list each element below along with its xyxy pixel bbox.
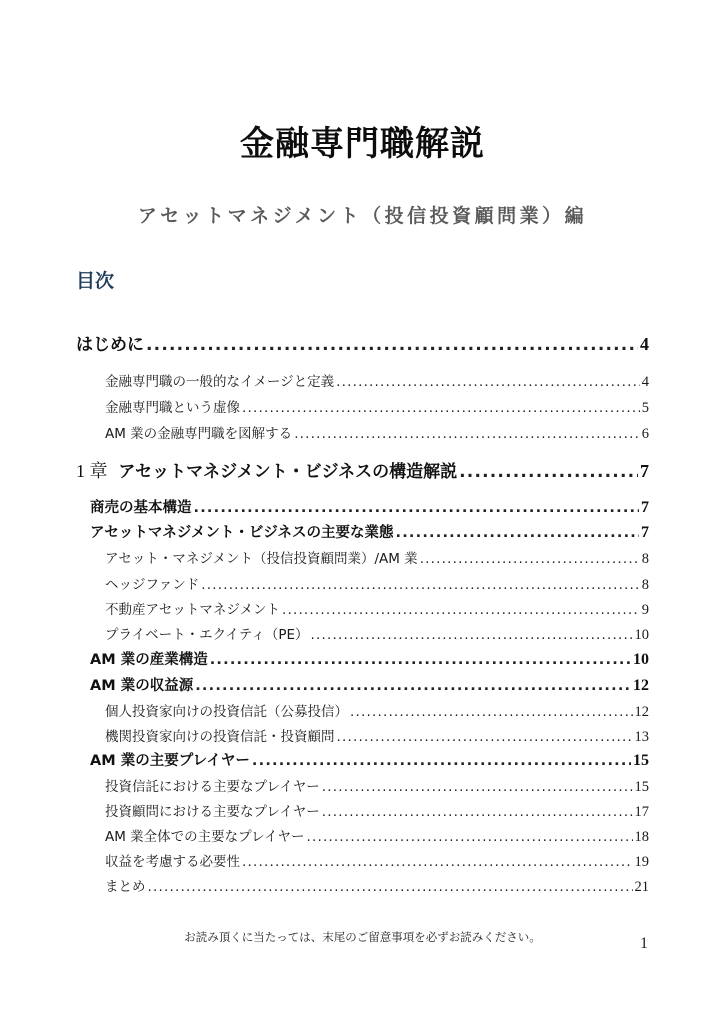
toc-entry[interactable] — [90, 674, 649, 695]
dot-leader — [252, 753, 631, 769]
toc-entry-label: 金融専門職の一般的なイメージと定義 — [105, 374, 335, 390]
toc-page-number: 7 — [641, 499, 649, 516]
dot-leader — [395, 525, 639, 541]
dot-leader — [201, 577, 640, 593]
dot-leader — [210, 652, 631, 668]
dot-leader — [420, 551, 640, 567]
toc-entry[interactable] — [105, 623, 649, 644]
toc-page-number: 7 — [641, 524, 649, 541]
dot-leader — [322, 804, 633, 820]
page-number: 1 — [640, 935, 648, 952]
toc-entry[interactable] — [105, 800, 649, 821]
toc-entry[interactable] — [105, 396, 649, 417]
toc-entry[interactable] — [105, 775, 649, 796]
dot-leader — [148, 879, 633, 895]
toc-page-number: 19 — [634, 854, 649, 870]
toc-page-number: 9 — [641, 602, 649, 618]
dot-leader — [282, 602, 640, 618]
toc-entry-label — [76, 457, 457, 483]
toc-entry-label: 金融専門職という虚像 — [105, 400, 240, 416]
chapter-title: アセットマネジメント・ビジネスの構造解説 — [118, 462, 458, 482]
toc-entry-label: AM 業の金融専門職を図解する — [105, 426, 293, 442]
toc-entry-label: AM 業の収益源 — [90, 678, 194, 694]
toc-page-number: 7 — [640, 461, 649, 481]
toc-entry[interactable] — [105, 825, 649, 846]
dot-leader — [294, 426, 640, 442]
toc-entry[interactable] — [105, 850, 649, 871]
dot-leader — [322, 779, 633, 795]
toc-page-number: 17 — [634, 804, 649, 820]
dot-leader — [242, 400, 640, 416]
toc-entry-label: 収益を考慮する必要性 — [105, 854, 240, 870]
toc-entry-label: 投資顧問における主要なプレイヤー — [105, 804, 320, 820]
toc-entry-label: 不動産アセットマネジメント — [105, 602, 280, 618]
toc-entry-chapter-1[interactable] — [76, 457, 649, 483]
dot-leader — [459, 462, 638, 482]
document-subtitle: アセットマネジメント（投信投資顧問業）編 — [137, 205, 588, 227]
dot-leader — [337, 729, 633, 745]
dot-leader — [311, 627, 633, 643]
toc-entry[interactable] — [90, 521, 649, 542]
toc-entry[interactable] — [105, 725, 649, 746]
toc-entry-label: はじめに — [76, 335, 144, 355]
toc-entry-label: 機関投資家向けの投資信託・投資顧問 — [105, 729, 335, 745]
toc-entry[interactable] — [105, 700, 649, 721]
toc-entry[interactable] — [105, 547, 649, 568]
toc-entry[interactable] — [105, 598, 649, 619]
toc-page-number: 4 — [640, 334, 649, 354]
toc-entry-label: 商売の基本構造 — [90, 500, 192, 516]
dot-leader — [194, 500, 640, 516]
dot-leader — [146, 335, 638, 355]
dot-leader — [242, 854, 633, 870]
toc-page-number: 12 — [634, 704, 649, 720]
dot-leader — [350, 704, 633, 720]
toc-entry-label: AM 業の主要プレイヤー — [90, 753, 250, 769]
toc-page-number: 10 — [633, 651, 649, 668]
toc-heading: 目次 — [76, 270, 115, 292]
toc-entry-label: 投資信託における主要なプレイヤー — [105, 779, 320, 795]
footer-disclaimer-note: お読み頂くに当たっては、末尾のご留意事項を必ずお読みください。 — [184, 930, 541, 944]
toc-entry-label: アセットマネジメント・ビジネスの主要な業態 — [90, 525, 394, 541]
toc-page-number: 6 — [641, 426, 649, 442]
toc-entry-label: アセット・マネジメント（投信投資顧問業）/AM 業 — [105, 551, 418, 567]
toc-entry-label: プライベート・エクイティ（PE） — [105, 627, 309, 643]
toc-entry-label: まとめ — [105, 879, 146, 895]
toc-page-number: 13 — [634, 729, 649, 745]
toc-entry[interactable] — [105, 370, 649, 391]
toc-page-number: 12 — [633, 677, 649, 694]
toc-page-number: 5 — [641, 400, 649, 416]
toc-page-number: 10 — [634, 627, 649, 643]
toc-page-number: 8 — [641, 551, 649, 567]
toc-entry[interactable] — [90, 749, 649, 770]
toc-page-number: 15 — [633, 752, 649, 769]
toc-page-number: 21 — [634, 879, 649, 895]
toc-entry-label: AM 業全体での主要なプレイヤー — [105, 829, 305, 845]
toc-entry[interactable] — [90, 648, 649, 669]
dot-leader — [195, 678, 631, 694]
toc-entry[interactable] — [90, 496, 649, 517]
chapter-number: 1 章 — [76, 461, 108, 481]
toc-page-number: 4 — [641, 374, 649, 390]
toc-entry-introduction[interactable] — [76, 330, 649, 355]
toc-page-number: 18 — [634, 829, 649, 845]
toc-page-number: 8 — [641, 577, 649, 593]
toc-entry[interactable] — [105, 422, 649, 443]
toc-entry-label: AM 業の産業構造 — [90, 652, 208, 668]
dot-leader — [306, 829, 632, 845]
document-title: 金融専門職解説 — [240, 124, 485, 164]
toc-entry[interactable] — [105, 875, 649, 896]
dot-leader — [336, 374, 640, 390]
toc-page-number: 15 — [634, 779, 649, 795]
toc-entry[interactable] — [105, 573, 649, 594]
toc-entry-label: 個人投資家向けの投資信託（公募投信） — [105, 704, 348, 720]
toc-entry-label: ヘッジファンド — [105, 577, 200, 593]
